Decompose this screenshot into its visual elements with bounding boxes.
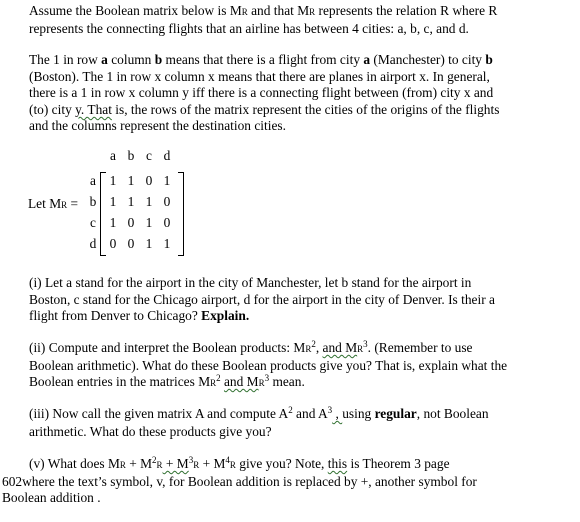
question-3: (iii) Now call the given matrix A and compute $A^2$ and $A^3$ , using regular, not Boolean arithmetic. What do these products give you? [29,405,489,439]
intro-paragraph: Assume the Boolean matrix below is MR and that MR represents the relation R where R represents the connecting flights that an airline has between 4 cities: a, b, c, and d. [29,3,498,36]
col-header-a: a [110,148,116,163]
matrix-cell: 0 [163,194,171,209]
matrix-cell: 1 [145,236,153,251]
matrix-right-bracket [178,172,184,256]
matrix-cell: 1 [109,194,117,209]
question-2: (ii) Compute and interpret the Boolean products: $MR^2$, and $MR^3$. (Remember to use Boolean arithmetic). What do these Boolean products give you? That is, explain what the Boolean entries in the matrices $MR^2$ and $MR^3$ mean. [29,339,508,390]
matrix-cell: 0 [163,215,171,230]
matrix-left-bracket [100,172,106,256]
matrix-cell: 0 [145,173,153,188]
intro-text: Assume the Boolean matrix below is M [29,3,242,18]
matrix-cell: 0 [109,236,117,251]
matrix-cell: 1 [163,173,171,188]
question-1: (i) Let a stand for the airport in the city of Manchester, let b stand for the airport in Boston, c stand for the Chicago airport, d for the airport in the city of Denver. Is their a flight from Denver to Chicago? Explain. [29,275,495,324]
col-header-b: b [127,148,135,163]
row-header-d: d [89,236,97,251]
question-5: (v) What does MR + $M^2R + M^3R + M^4R$ give you? Note, this is Theorem 3 page 602where the text’s symbol, v, for Boolean addition is replaced by +, another symbol for Boolean addition . [2,455,477,506]
matrix-cell: 0 [127,236,135,251]
matrix-cell: 1 [145,194,153,209]
matrix-cell: 1 [145,215,153,230]
matrix-cell: 1 [109,215,117,230]
col-header-d: d [163,148,171,163]
matrix-cell: 1 [163,236,171,251]
matrix-cell: 0 [127,215,135,230]
row-header-c: c [90,215,96,230]
matrix-label: Let MR = [28,196,79,211]
relation-matrix [28,148,198,258]
row-header-b: b [89,194,97,209]
explanation-paragraph: The 1 in row a column b means that there is a flight from city a (Manchester) to city b (Boston). The 1 in row x column x means that there are planes in airport x. In general, there is a 1 in row x column y iff there is a connecting flight between (from) city x and (to) city y. That is, the rows of the matrix represent the cities of the origins of the flights and the columns represent the destination cities. [29,52,500,134]
matrix-cell: 1 [127,173,135,188]
matrix-cell: 1 [109,173,117,188]
col-header-c: c [146,148,152,163]
row-header-a: a [90,173,96,188]
matrix-cell: 1 [127,194,135,209]
